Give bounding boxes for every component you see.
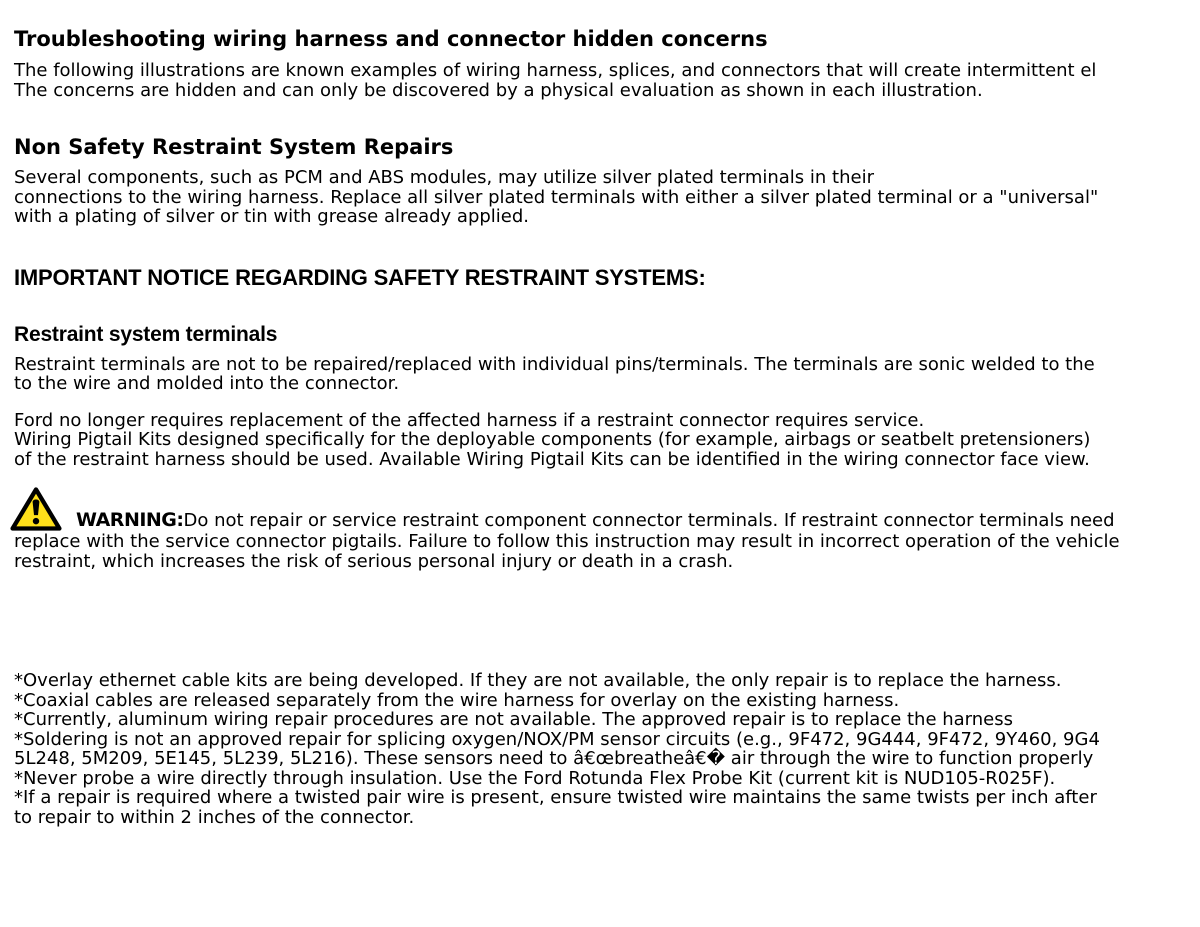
note-line: *Currently, aluminum wiring repair procedures are not available. The approved repair is to replace the harness [14, 709, 1014, 730]
text-line: restraint, which increases the risk of serious personal injury or death in a crash. [14, 550, 734, 572]
heading-important-notice: IMPORTANT NOTICE REGARDING SAFETY RESTRAINT SYSTEMS: [14, 264, 706, 290]
text-line: with a plating of silver or tin with grease already applied. [14, 206, 530, 227]
warning-first-line [14, 486, 1200, 532]
note-line: *Never probe a wire directly through insulation. Use the Ford Rotunda Flex Probe Kit (current kit is NUD105-R025F). [14, 767, 1056, 789]
text-line: connections to the wiring harness. Replace all silver plated terminals with either a silver plated terminal or a "universal" [14, 186, 1099, 208]
non-safety-paragraph [14, 168, 1200, 227]
note-line: *Overlay ethernet cable kits are being developed. If they are not available, the only repair is to replace the harness. [14, 670, 1062, 691]
note-line: *Soldering is not an approved repair for splicing oxygen/NOX/PM sensor circuits (e.g., 9F472, 9G444, 9F472, 9Y460, 9G4 [14, 728, 1100, 750]
warning-block [14, 486, 1200, 571]
warning-label: WARNING: [76, 509, 184, 531]
restraint-paragraph-2 [14, 411, 1200, 470]
page-title: Troubleshooting wiring harness and connector hidden concerns [14, 27, 768, 51]
warning-text: Do not repair or service restraint component connector terminals. If restraint connector terminals need [183, 510, 1115, 531]
note-line: to repair to within 2 inches of the connector. [14, 806, 415, 828]
restraint-paragraph-1 [14, 355, 1200, 394]
text-line: Ford no longer requires replacement of the affected harness if a restraint connector requires service. [14, 409, 925, 431]
text-line: of the restraint harness should be used. Available Wiring Pigtail Kits can be identified in the wiring connector face view. [14, 448, 1090, 470]
text-line: The following illustrations are known examples of wiring harness, splices, and connectors that will create intermittent el [14, 60, 1097, 81]
text-line: Restraint terminals are not to be repaired/replaced with individual pins/terminals. The terminals are sonic welded to the [14, 353, 1095, 375]
note-line: *Coaxial cables are released separately from the wire harness for overlay on the existing harness. [14, 689, 900, 711]
note-line: 5L248, 5M209, 5E145, 5L239, 5L216). These sensors need to â€œbreatheâ€� air through the wire to function properly [14, 748, 1094, 769]
warning-triangle-icon [10, 486, 62, 532]
heading-non-safety-repairs: Non Safety Restraint System Repairs [14, 135, 454, 159]
text-line: to the wire and molded into the connector. [14, 373, 400, 394]
note-line: *If a repair is required where a twisted pair wire is present, ensure twisted wire maintains the same twists per inch after [14, 787, 1097, 808]
text-line: replace with the service connector pigtails. Failure to follow this instruction may result in incorrect operation of the vehicle [14, 531, 1120, 552]
intro-paragraph [14, 61, 1200, 100]
heading-restraint-system-terminals: Restraint system terminals [14, 322, 278, 346]
text-line: Wiring Pigtail Kits designed specifically for the deployable components (for example, airbags or seatbelt pretensioners) [14, 429, 1091, 450]
repair-notes-list [14, 671, 1200, 827]
text-line: Several components, such as PCM and ABS modules, may utilize silver plated terminals in their [14, 167, 874, 188]
text-line: The concerns are hidden and can only be discovered by a physical evaluation as shown in each illustration. [14, 79, 983, 101]
